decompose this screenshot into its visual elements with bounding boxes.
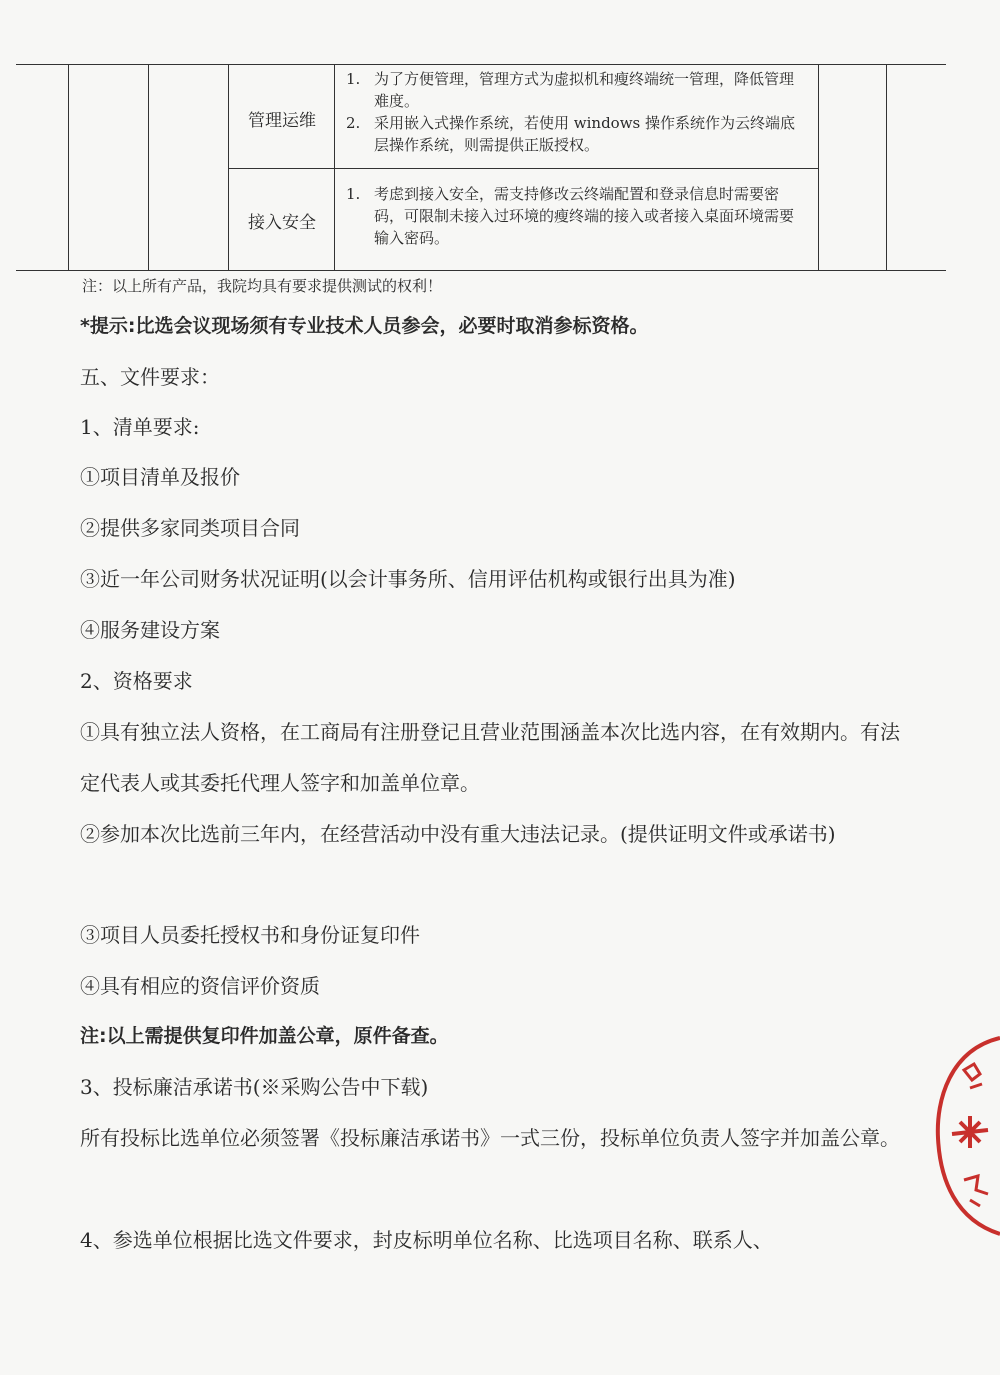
table-category-access: 接入安全 [248,213,316,233]
section-title: 五、文件要求： [80,365,220,389]
qual-note: 注:以上需提供复印件加盖公章，原件备查。 [80,1025,449,1047]
table-bottom-border [16,270,946,271]
hint-text: *提示:比选会议现场须有专业技术人员参会，必要时取消参标资格。 [80,315,649,337]
table-footnote: 注：以上所有产品，我院均具有要求提供测试的权利！ [82,277,443,295]
item-4-text: 4、参选单位根据比选文件要求，封皮标明单位名称、比选项目名称、联系人、 [80,1228,773,1252]
integrity-text: 所有投标比选单位必须签署《投标廉洁承诺书》一式三份，投标单位负责人签字并加盖公章。 [80,1126,900,1150]
table-item: 2. 采用嵌入式操作系统，若使用 windows 操作系统作为云终端底层操作系统，则需提供正版授权。 [346,114,796,154]
table-item: 1. 为了方便管理，管理方式为虚拟机和瘦终端统一管理，降低管理难度。 [346,70,795,110]
integrity-title: 3、投标廉洁承诺书(※采购公告中下载) [80,1075,429,1099]
table-items-access [346,183,808,249]
table-col-line [886,64,887,270]
list-item: ①项目清单及报价 [80,465,240,489]
table-col-line [148,64,149,270]
list-item: ③近一年公司财务状况证明(以会计事务所、信用评估机构或银行出具为准) [80,567,736,591]
qual-item-1: ①具有独立法人资格，在工商局有注册登记且营业范围涵盖本次比选内容，在有效期内。有法定代表人或其委托代理人签字和加盖单位章。 [80,720,900,795]
table-items-mgmt [346,68,808,156]
star-icon [952,1116,988,1148]
list-item: ④服务建设方案 [80,618,220,642]
qual-item-4: ④具有相应的资信评价资质 [80,974,320,998]
table-col-line [334,64,335,270]
qual-item-2: ②参加本次比选前三年内，在经营活动中没有重大违法记录。(提供证明文件或承诺书) [80,822,836,846]
table-col-line [68,64,69,270]
seal-stamp [930,1030,1000,1240]
list-req-title: 1、清单要求: [80,415,200,439]
table-item: 1. 考虑到接入安全，需支持修改云终端配置和登录信息时需要密码，可限制未接入过环境的瘦终端的接入或者接入桌面环境需要输入密码。 [346,185,795,247]
table-row-divider [228,168,818,169]
table-col-line [818,64,819,270]
table-category-mgmt: 管理运维 [248,111,316,131]
seal-glyph [964,1064,982,1088]
list-item: ②提供多家同类项目合同 [80,516,300,540]
qual-item-3: ③项目人员委托授权书和身份证复印件 [80,923,420,947]
seal-glyph [964,1176,988,1206]
table-col-line [228,64,229,270]
spec-table [16,64,946,272]
table-top-border [16,64,946,65]
qual-req-title: 2、资格要求 [80,669,193,693]
